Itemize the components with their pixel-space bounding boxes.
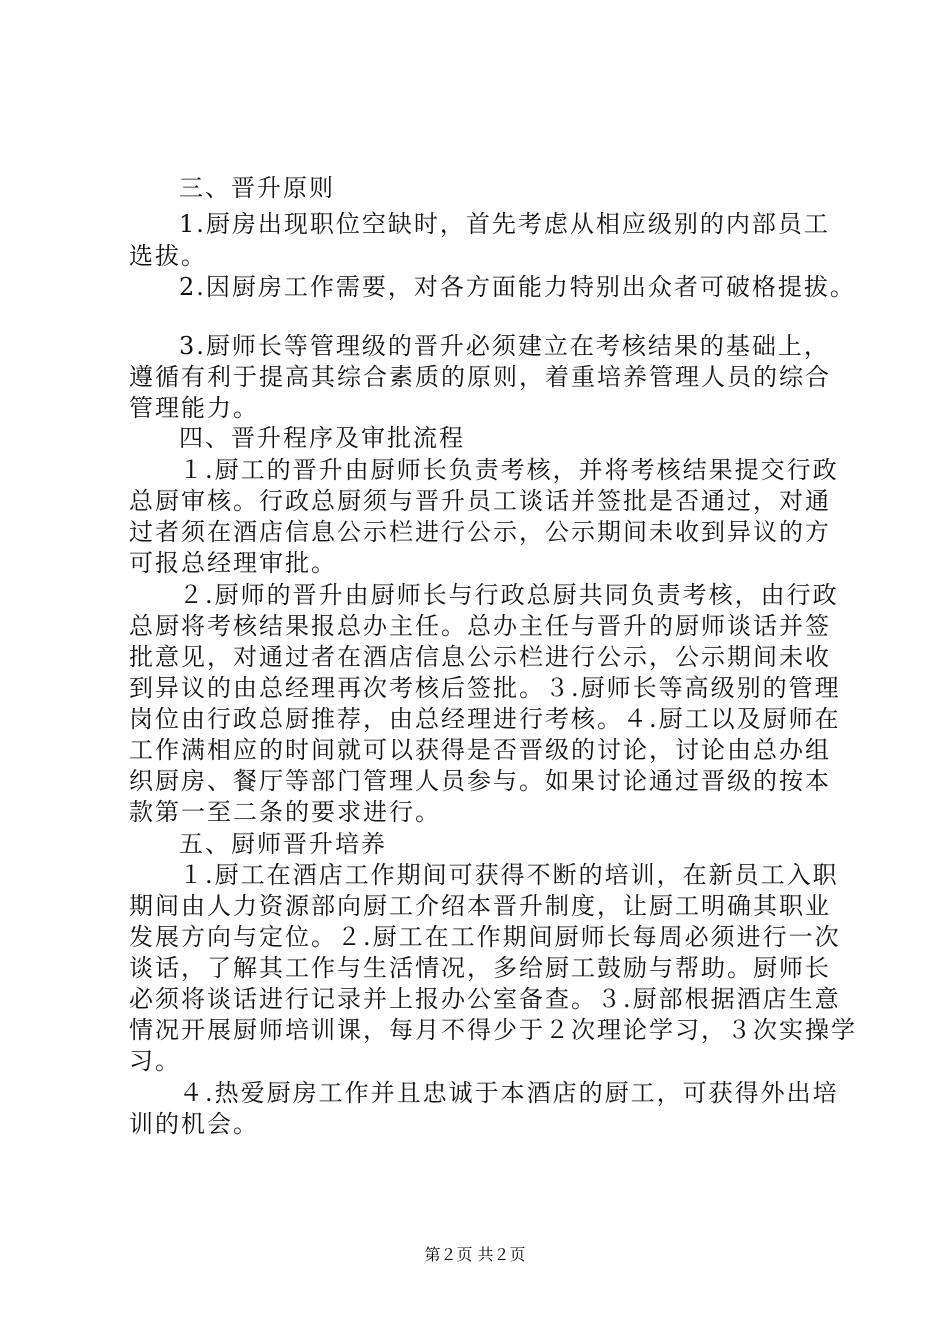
paragraph-line: 训的机会。 — [129, 1110, 259, 1138]
paragraph-line: 1.厨房出现职位空缺时，首先考虑从相应级别的内部员工 — [179, 210, 830, 238]
paragraph-line: 工作满相应的时间就可以获得是否晋级的讨论，讨论由总办组 — [129, 736, 831, 764]
paragraph-line: 总厨审核。行政总厨须与晋升员工谈话并签批是否通过，对通 — [129, 487, 831, 515]
paragraph-line: 管理能力。 — [129, 394, 259, 422]
paragraph-line: １.厨工的晋升由厨师长负责考核，并将考核结果提交行政 — [179, 456, 839, 484]
paragraph-line: 过者须在酒店信息公示栏进行公示，公示期间未收到异议的方 — [129, 518, 831, 546]
paragraph-line: １.厨工在酒店工作期间可获得不断的培训，在新员工入职 — [179, 861, 839, 889]
paragraph-line: 总厨将考核结果报总办主任。总办主任与晋升的厨师谈话并签 — [129, 612, 831, 640]
paragraph-line: 岗位由行政总厨推荐，由总经理进行考核。４.厨工以及厨师在 — [129, 705, 841, 733]
paragraph-line: 选拔。 — [129, 242, 207, 270]
paragraph-line: 发展方向与定位。２.厨工在工作期间厨师长每周必须进行一次 — [129, 923, 841, 951]
paragraph-line: ２.厨师的晋升由厨师长与行政总厨共同负责考核，由行政 — [179, 581, 839, 609]
paragraph-line: 情况开展厨师培训课，每月不得少于２次理论学习，３次实操学 — [129, 1016, 857, 1044]
paragraph-line: 批意见，对通过者在酒店信息公示栏进行公示，公示期间未收 — [129, 643, 831, 671]
paragraph-line: 款第一至二条的要求进行。 — [129, 798, 441, 826]
paragraph-line: 期间由人力资源部向厨工介绍本晋升制度，让厨工明确其职业 — [129, 892, 831, 920]
paragraph-line: 遵循有利于提高其综合素质的原则，着重培养管理人员的综合 — [129, 363, 831, 391]
heading-promotion-procedure: 四、晋升程序及审批流程 — [179, 424, 465, 452]
page-number-footer: 第２页 共２页 — [424, 1245, 526, 1264]
paragraph-line: ４.热爱厨房工作并且忠诚于本酒店的厨工，可获得外出培 — [179, 1079, 839, 1107]
paragraph-line: 可报总经理审批。 — [129, 549, 337, 577]
heading-promotion-training: 五、厨师晋升培养 — [179, 830, 387, 858]
paragraph-line: 谈话，了解其工作与生活情况，多给厨工鼓励与帮助。厨师长 — [129, 954, 831, 982]
paragraph-line: 织厨房、餐厅等部门管理人员参与。如果讨论通过晋级的按本 — [129, 767, 831, 795]
paragraph-line: 3.厨师长等管理级的晋升必须建立在考核结果的基础上， — [179, 332, 830, 360]
paragraph-line: 到异议的由总经理再次考核后签批。３.厨师长等高级别的管理 — [129, 674, 841, 702]
paragraph-line: 必须将谈话进行记录并上报办公室备查。３.厨部根据酒店生意 — [129, 985, 841, 1013]
paragraph-line: 习。 — [129, 1047, 181, 1075]
paragraph-line: 2.因厨房工作需要，对各方面能力特别出众者可破格提拔。 — [179, 273, 856, 301]
heading-promotion-principles: 三、晋升原则 — [179, 174, 335, 202]
